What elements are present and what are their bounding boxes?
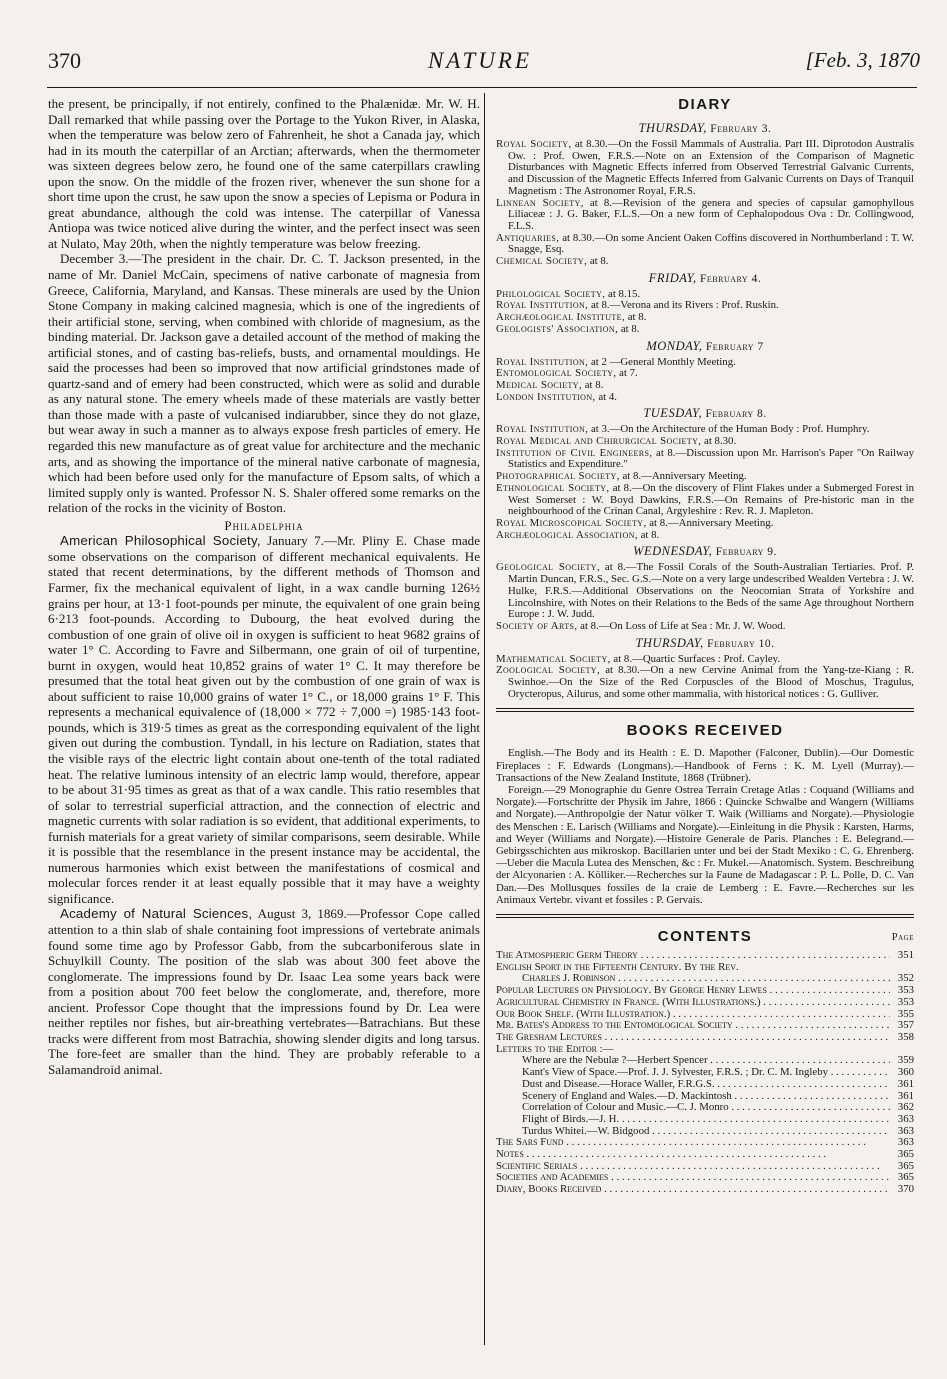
diary-entry (496, 233, 914, 256)
contents-entry-page: 365 (897, 1148, 914, 1161)
diary-day-heading (496, 636, 914, 651)
section-divider (496, 708, 914, 712)
contents-entry-title: The Sars Fund . . . (496, 1137, 890, 1149)
entry-text: at 8.—Discussion upon Mr. Harrison's Paper "On Railway Statistics and Expenditure." (508, 446, 914, 471)
contents-entry-page: 357 (897, 1019, 914, 1032)
society-name: Institution of Civil Engineers, (496, 446, 653, 459)
paragraph-december-3: December 3.—The president in the chair. Dr. C. T. Jackson presented, in the name of Mr. Daniel McCain, specimens of native carbonate of magnesia from Greece, California, Maryland, and Kansas. These minerals are used by the Union Stone Company in making calcined magnesia, which is one of the ingredients of their artificial stone, serving, when combined with chloride of magnesium, as the binding material. Dr. Jackson gave a detailed account of the method of making the artificial stones, and of casting bas-reliefs, busts, and ornamental mouldings. He said the processes had been so improved that now artificial grindstones made of quartz-sand and of emery had been constructed, which were as solid and durable as any natural stone. The emery wheels made of these materials are vastly better than those made with a paste of vulcanised indiarubber, since they do not glaze, but wear away in such a manner as to always expose fresh particles of emery. He regarded this new manufacture as of great value for architecture and the mechanic arts, and as showing the importance of the mineral native carbonate of magnesia, which had been before used only for the manufacture of Epsom salts, of which a limited supply only is wanted. Professor N. S. Shaler offered some remarks on the relation of the rocks in the vicinity of Boston. (48, 251, 480, 516)
diary-day-heading (496, 121, 914, 136)
page-number: 370 (48, 48, 81, 73)
contents-entry-page: 365 (897, 1159, 914, 1172)
paragraph-text: January 7.—Mr. Pliny E. Chase made some observations on the comparison of different mechanical equivalents. He stated that recent determinations, by the different methods of Thomson and Farmer, fix the mechanical equivalent of light, in a wax candle burning 126½ grains per hour, at 13·1 foot-pounds per minute, the equivalent of one grain being 6·213 foot-pounds. According to Dubourg, the heat evolved during the combustion of one grain of olive oil in oxygen is sufficient to heat 9682 grains of water 1° C. According to Favre and Silbermann, one grain of oil of turpentine, burnt in oxygen, would heat 10,852 grains of water 1° C. It may therefore be presumed that the total heat given out by the combustion of one grain of wax is about sufficient to raise 10,000 grains of water 1° C., or 18,000 grains 1° F. This represents a mechanical equivalence of (18,000 × 772 ÷ 7,000 =) 1985·143 foot-pounds, which is 319·5 times as great as the corresponding equivalent of the light given out during the combustion. Tyndall, in his lecture on Radiation, states that the visible rays of the electric light contain about one-tenth of the total radiated heat. The relative luminous intensity of an electric lamp would, therefore, appear to be about 31·95 times as great as that of a wax candle. This ratio resembles that of solar to terrestrial superficial attraction, and the connection of electric and magnetic currents with solar radiation is so evident, that additional experiments, to furnish materials for a great variety of similar comparisons, seem desirable. While it is possible that the resemblance in the present instance may be accidental, the numerous harmonies which exist between the manifestations of cosmical and molecular forces render it at least equally possible that it may have a weighty significance. (48, 533, 480, 906)
entry-text: at 8.30. (701, 435, 737, 448)
day-date: February 7 (702, 340, 764, 353)
contents-entry-title: English Sport in the Fifteenth Century. By the Rev. (496, 961, 739, 973)
entry-text: at 7. (616, 367, 638, 380)
issue-date: [Feb. 3, 1870 (805, 48, 920, 72)
contents-row (496, 1091, 914, 1103)
contents-entry-title: Scientific Serials . . . (496, 1161, 890, 1173)
contents-entry-title: Agricultural Chemistry in France. (With Illustrations.) . . . (496, 997, 890, 1009)
contents-list (496, 950, 914, 1196)
society-name: Archæological Institute, (496, 311, 626, 324)
contents-entry-page: 361 (897, 1089, 914, 1102)
left-column (48, 96, 480, 1077)
entry-text: at 8. (625, 311, 647, 324)
section-heading-philadelphia: Philadelphia (224, 517, 304, 533)
contents-row (496, 1126, 914, 1138)
contents-entry-title: Flight of Birds.—J. H. . . . (496, 1114, 890, 1126)
contents-entry-page: 360 (897, 1066, 914, 1079)
contents-row (496, 1184, 914, 1196)
society-name: Philological Society, (496, 287, 606, 300)
diary-entry (496, 621, 914, 633)
entry-text: at 2 —General Monthly Meeting. (588, 355, 736, 368)
books-english: English.—The Body and its Health : E. D. Mapother (Falconer, Dublin).—Our Domestic Fireplaces : F. Edwards (Longmans).—Handbook of Ferns : K. M. Lyell (Murray).—Transactions of the New Zealand Institute, 1868 (Trübner). (496, 747, 914, 784)
books-received-list (496, 747, 914, 906)
diary-entry (496, 530, 914, 542)
entry-text: at 8.—The Fossil Corals of the South-Australian Tertiaries. Prof. P. Martin Duncan, F.R.S., Sec. G.S.—Note on a very large undescribed Wealden Vertebra : J. W. Hulke, F.R.S.—Additional Observations on the Neocomian Strata of Yorkshire and Lincolnshire, with Notes on their Relations to the Beds of the same Age throughout Northern Europe : J. W. Judd. (508, 561, 914, 621)
contents-row (496, 1102, 914, 1114)
contents-row (496, 1009, 914, 1021)
society-name: Royal Institution, (496, 355, 589, 368)
entry-text: at 8.—Quartic Surfaces : Prof. Cayley. (610, 652, 781, 665)
contents-entry-title: Where are the Nebulæ ?—Herbert Spencer . . . (496, 1055, 890, 1067)
contents-row (496, 1055, 914, 1067)
society-name: Society of Arts, (496, 619, 578, 632)
entry-text: at 8.—On Loss of Life at Sea : Mr. J. W. Wood. (577, 619, 786, 632)
contents-entry-title: Societies and Academies . . . (496, 1172, 890, 1184)
day-date: February 3. (706, 123, 772, 135)
society-name: Mathematical Society, (496, 652, 611, 665)
diary-day-heading (496, 339, 914, 354)
entry-text: at 8. (637, 528, 660, 541)
diary-list (496, 121, 914, 700)
diary-day-heading (496, 406, 914, 421)
day-name: FRIDAY, (648, 270, 697, 285)
society-name: Entomological Society, (496, 367, 617, 380)
contents-entry-page: 353 (897, 995, 914, 1008)
contents-entry-title: Letters to the Editor :— (496, 1043, 614, 1055)
society-name: Photographical Society, (496, 470, 620, 483)
society-name: Royal Institution, (496, 423, 589, 436)
header-rule (47, 87, 917, 88)
contents-entry-page: 351 (897, 949, 914, 962)
diary-day-heading (496, 271, 914, 286)
diary-entry (496, 392, 914, 404)
contents-entry-page: 362 (897, 1101, 914, 1114)
society-name: London Institution, (496, 390, 596, 403)
books-received-title: BOOKS RECEIVED (626, 722, 784, 740)
contents-entry-page: 359 (897, 1054, 914, 1067)
contents-entry-title: Correlation of Colour and Music.—C. J. Monro . . . (496, 1102, 890, 1114)
society-name: Medical Society, (496, 378, 583, 391)
entry-text: at 8.—On the discovery of Flint Flakes under a Submerged Forest in West Somerset : W. Boyd Dawkins, F.R.S.—On Remains of Pre-historic man in the neighbourhood of the Crinan Canal, Argyleshire : Rev. R. J. Mapleton. (508, 481, 914, 518)
society-name: Ethnological Society, (496, 481, 610, 494)
contents-entry-title: The Atmospheric Germ Theory . . . (496, 950, 890, 962)
contents-entry-title: Charles J. Robinson . . . (496, 973, 890, 985)
diary-entry (496, 448, 914, 471)
diary-entry (496, 256, 914, 268)
day-date: February 8. (702, 408, 767, 421)
diary-title: DIARY (678, 96, 732, 113)
diary-entry (496, 198, 914, 233)
entry-text: at 8.30.—On a new Cervine Animal from the Yang-tze-Kiang : R. Swinhoe.—On the Size of the Red Corpuscles of the Blood of Moschus, Tragulus, Orycteropus, Ailurus, and some other mammalia, with historical notices : G. Gulliver. (508, 664, 914, 700)
society-name: Royal Medical and Chirurgical Society, (496, 435, 702, 448)
contents-entry-title: Turdus Whitei.—W. Bidgood . . . (496, 1126, 890, 1138)
entry-text: at 8.—Anniversary Meeting. (619, 470, 747, 483)
diary-entry (496, 324, 914, 336)
page-header (40, 48, 920, 78)
society-name: American Philosophical Society, (60, 533, 261, 549)
paragraph-academy-natural-sciences (48, 906, 480, 1077)
entry-text: at 8.—Verona and its Rivers : Prof. Ruskin. (588, 299, 779, 312)
diary-entry (496, 665, 914, 700)
books-foreign: Foreign.—29 Monographie du Genre Ostrea Terrain Cretage Atlas : Coquand (Williams and Norgate).—Fortschritte der Physik im Jahre, 1866 : Quincke Schwalbe and Wangern (Williams and Norgate).—Anthropolgie der Natur völker T. Waik (Williams and Norgate).—Physiologie des Menschen : E. Larisch (Williams and Norgate).—Einleitung in die Physik : Karsten, Harms, and Weyer (Williams and Norgate).—Histoire Generale de Paris. Planches : E. Belegrand.—Gebirgsschichten aus mikroskop. Bacillarien unter und bei der Stadt Mexiko : C. G. Ehrenberg.—Ueber die Macula Lutea des Menschen, &c : Fr. Mukel.—Anatomisch. System. Beschreibung der Alcyonarien : A. Kölliker.—Recherches sur la Faune de Madagascar : P. L. Polle, D. C. Van Dan.—Des Mollusques fossiles de la craie de Lemberg : E. Favre.—Recherches sur les Animaux Vertebr. vivant et fossiles : P. Gervais. (496, 784, 914, 906)
society-name: Geologists' Association, (496, 322, 619, 335)
society-name: Zoological Society, (496, 664, 601, 677)
contents-entry-page: 363 (897, 1136, 914, 1149)
contents-entry-title: Dust and Disease.—Horace Waller, F.R.G.S. . . . (496, 1079, 890, 1091)
day-date: February 10. (703, 637, 775, 650)
paragraph-text: August 3, 1869.—Professor Cope called attention to a thin slab of shale containing foot impressions of vertebrate animals found some time ago by Professor Gabb, from the subcarboniferous slate in Schuylkill County. The position of the slab was about 300 feet above the conglomerate. The impressions found by Dr. Isaac Lea some years back were from a position about 700 feet below the conglomerate, and, therefore, more ancient. Professor Cope thought that the impressions found by Dr. Lea were neither reptiles nor fishes, but air-breathing vertebrates—Batrachians. But these tracks were different from most Batrachia, showing slender digits and long tarsus. The fore-feet are smaller than the hind. They are probably referable to a Salamandroid animal. (48, 906, 480, 1077)
contents-row (496, 1149, 914, 1161)
contents-row (496, 1032, 914, 1044)
contents-row (496, 1172, 914, 1184)
journal-title: NATURE (427, 48, 533, 73)
entry-text: at 8.30.—On some Ancient Oaken Coffins discovered in Northumberland : T. W. Snagge, Esq. (508, 231, 914, 256)
section-divider (496, 914, 914, 918)
contents-row (496, 1137, 914, 1149)
entry-text: at 8.—Anniversary Meeting. (646, 516, 774, 529)
society-name: Academy of Natural Sciences, (60, 906, 253, 922)
contents-entry-page: 358 (897, 1030, 914, 1043)
society-name: Linnean Society, (496, 196, 584, 209)
contents-entry-title: Popular Lectures on Physiology. By George Henry Lewes . . . (496, 985, 890, 997)
day-name: THURSDAY, (635, 635, 704, 650)
day-name: THURSDAY, (638, 121, 707, 135)
day-name: TUESDAY, (643, 406, 703, 421)
diary-entry (496, 139, 914, 198)
contents-entry-title: The Gresham Lectures . . . (496, 1032, 890, 1044)
paragraph-american-philosophical (48, 533, 480, 906)
contents-entry-title: Diary, Books Received . . . (496, 1184, 890, 1196)
contents-row (496, 973, 914, 985)
contents-row (496, 950, 914, 962)
entry-text: at 8. (582, 378, 604, 391)
entry-text: at 8.15. (605, 287, 641, 300)
society-name: Archæological Association, (496, 528, 638, 541)
right-column (496, 96, 914, 1196)
contents-entry-page: 363 (897, 1124, 914, 1137)
day-name: MONDAY, (646, 338, 703, 353)
contents-header (496, 928, 914, 948)
contents-entry-page: 353 (897, 984, 914, 997)
contents-entry-title: Mr. Bates's Address to the Entomological Society . . . (496, 1020, 890, 1032)
contents-entry-page: 361 (897, 1077, 914, 1090)
society-name: Chemical Society, (496, 255, 588, 268)
society-name: Antiquaries, (496, 231, 560, 244)
contents-entry-page: 365 (897, 1171, 914, 1184)
contents-page-label: Page (891, 932, 914, 944)
society-name: Royal Society, (496, 138, 572, 150)
paragraph-phalaenidae: the present, be principally, if not entirely, confined to the Phalænidæ. Mr. W. H. Dall remarked that while passing over the Portage to the Yukon River, in Alaska, when the temperature was below zero of Fahrenheit, he shot a Canada jay, which had in its mouth the caterpillar of an Arctian; afterwards, when the thermometer was sixteen degrees below zero, he found one of the same caterpillars crawling upon the snow. On the middle of the frozen river, whenever the sun shone for a short time upon the crust, he saw upon the snow a species of Lepisma or Podura in great abundance, although the cold was intense. The caterpillar of Vanessa Antiopa was twice noticed alive during the winter, and the perfect insect was seen at Nulato, May 20th, when the nightly temperature was below freezing. (48, 96, 480, 251)
contents-entry-title: Notes . . . (496, 1149, 890, 1161)
column-divider (484, 93, 485, 1345)
diary-day-heading (496, 544, 914, 559)
contents-row (496, 1020, 914, 1032)
society-name: Geological Society, (496, 561, 601, 574)
contents-entry-title: Our Book Shelf. (With Illustration.) . . . (496, 1009, 890, 1021)
day-name: WEDNESDAY, (633, 544, 713, 559)
diary-entry (496, 562, 914, 621)
contents-entry-page: 352 (897, 972, 914, 985)
contents-row (496, 1079, 914, 1091)
contents-row (496, 1044, 914, 1056)
diary-entry (496, 483, 914, 518)
day-date: February 4. (696, 272, 762, 285)
entry-text: at 3.—On the Architecture of the Human Body : Prof. Humphry. (588, 423, 870, 436)
contents-title: CONTENTS (657, 928, 753, 946)
contents-row (496, 1161, 914, 1173)
contents-entry-title: Scenery of England and Wales.—D. Mackintosh . . . (496, 1091, 890, 1103)
entry-text: at 8.30.—On the Fossil Mammals of Australia. Part III. Diprotodon Australis Ow. : Prof. Owen, F.R.S.—Note on an Extension of the Comparison of Magnetic Disturbances with Magnetic Effects inferred from Observed Terrestrial Galvanic Currents, and Discussion of the Magnetic Effects Inferred from Galvanic Currents on Days of Tranquil Magnetism : The Astronomer Royal, F.R.S. (508, 138, 914, 197)
entry-text: at 8. (587, 255, 609, 268)
entry-text: at 8. (618, 322, 640, 335)
entry-text: at 8.—Revision of the genera and species of capsular gamophyllous Liliaceæ : J. G. Baker, F.L.S.—On a new form of Cephalopodous Ova : Dr. Collingwood, F.L.S. (508, 196, 914, 232)
contents-row (496, 1067, 914, 1079)
society-name: Royal Microscopical Society, (496, 516, 647, 529)
contents-entry-page: 363 (897, 1112, 914, 1125)
day-date: February 9. (712, 546, 777, 559)
entry-text: at 4. (595, 390, 617, 403)
contents-row (496, 985, 914, 997)
contents-row (496, 962, 914, 974)
contents-entry-page: 355 (897, 1007, 914, 1020)
society-name: Royal Institution, (496, 299, 589, 312)
contents-row (496, 1114, 914, 1126)
contents-row (496, 997, 914, 1009)
contents-entry-page: 370 (897, 1183, 914, 1196)
contents-entry-title: Kant's View of Space.—Prof. J. J. Sylvester, F.R.S. ; Dr. C. M. Ingleby . . . (496, 1067, 890, 1079)
